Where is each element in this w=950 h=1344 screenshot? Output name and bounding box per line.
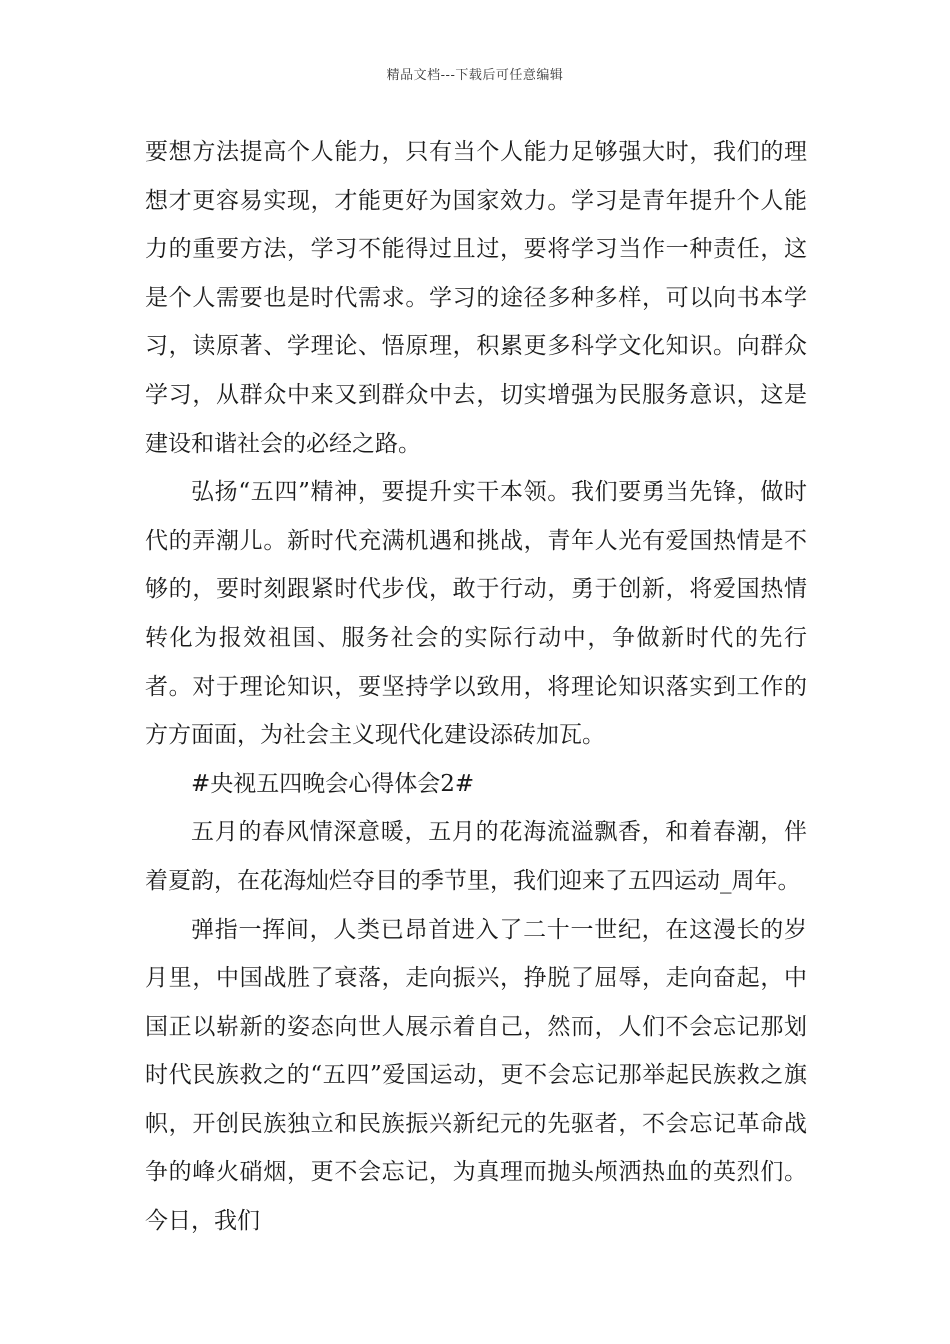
document-body (145, 128, 807, 1246)
section-heading: #央视五四晚会心得体会2# (191, 770, 475, 797)
paragraph-4: 弹指一挥间，人类已昂首进入了二十一世纪，在这漫长的岁月里，中国战胜了衰落，走向振兴，挣脱了屈辱，走向奋起，中国正以崭新的姿态向世人展示着自己，然而，人们不会忘记那划时代民族救之的“五四”爱国运动，更不会忘记那举起民族救之旗帜，开创民族独立和民族振兴新纪元的先驱者，不会忘记革命战争的峰火硝烟，更不会忘记，为真理而抛头颅洒热血的英烈们。今日，我们 (145, 916, 807, 1235)
page-header: 精品文档---下载后可任意编辑 (386, 68, 564, 83)
paragraph-2: 弘扬“五四”精神，要提升实干本领。我们要勇当先锋，做时代的弄潮儿。新时代充满机遇和挑战，青年人光有爱国热情是不够的，要时刻跟紧时代步伐，敢于行动，勇于创新，将爱国热情转化为报效祖国、服务社会的实际行动中，争做新时代的先行者。对于理论知识，要坚持学以致用，将理论知识落实到工作的方方面面，为社会主义现代化建设添砖加瓦。 (145, 479, 807, 749)
paragraph-3: 五月的春风情深意暖，五月的花海流溢飘香，和着春潮，伴着夏韵，在花海灿烂夺目的季节里，我们迎来了五四运动_周年。 (145, 819, 807, 894)
paragraph-1: 要想方法提高个人能力，只有当个人能力足够强大时，我们的理想才更容易实现，才能更好为国家效力。学习是青年提升个人能力的重要方法，学习不能得过且过，要将学习当作一种责任，这是个人需要也是时代需求。学习的途径多种多样，可以向书本学习，读原著、学理论、悟原理，积累更多科学文化知识。向群众学习，从群众中来又到群众中去，切实增强为民服务意识，这是建设和谐社会的必经之路。 (145, 139, 807, 457)
